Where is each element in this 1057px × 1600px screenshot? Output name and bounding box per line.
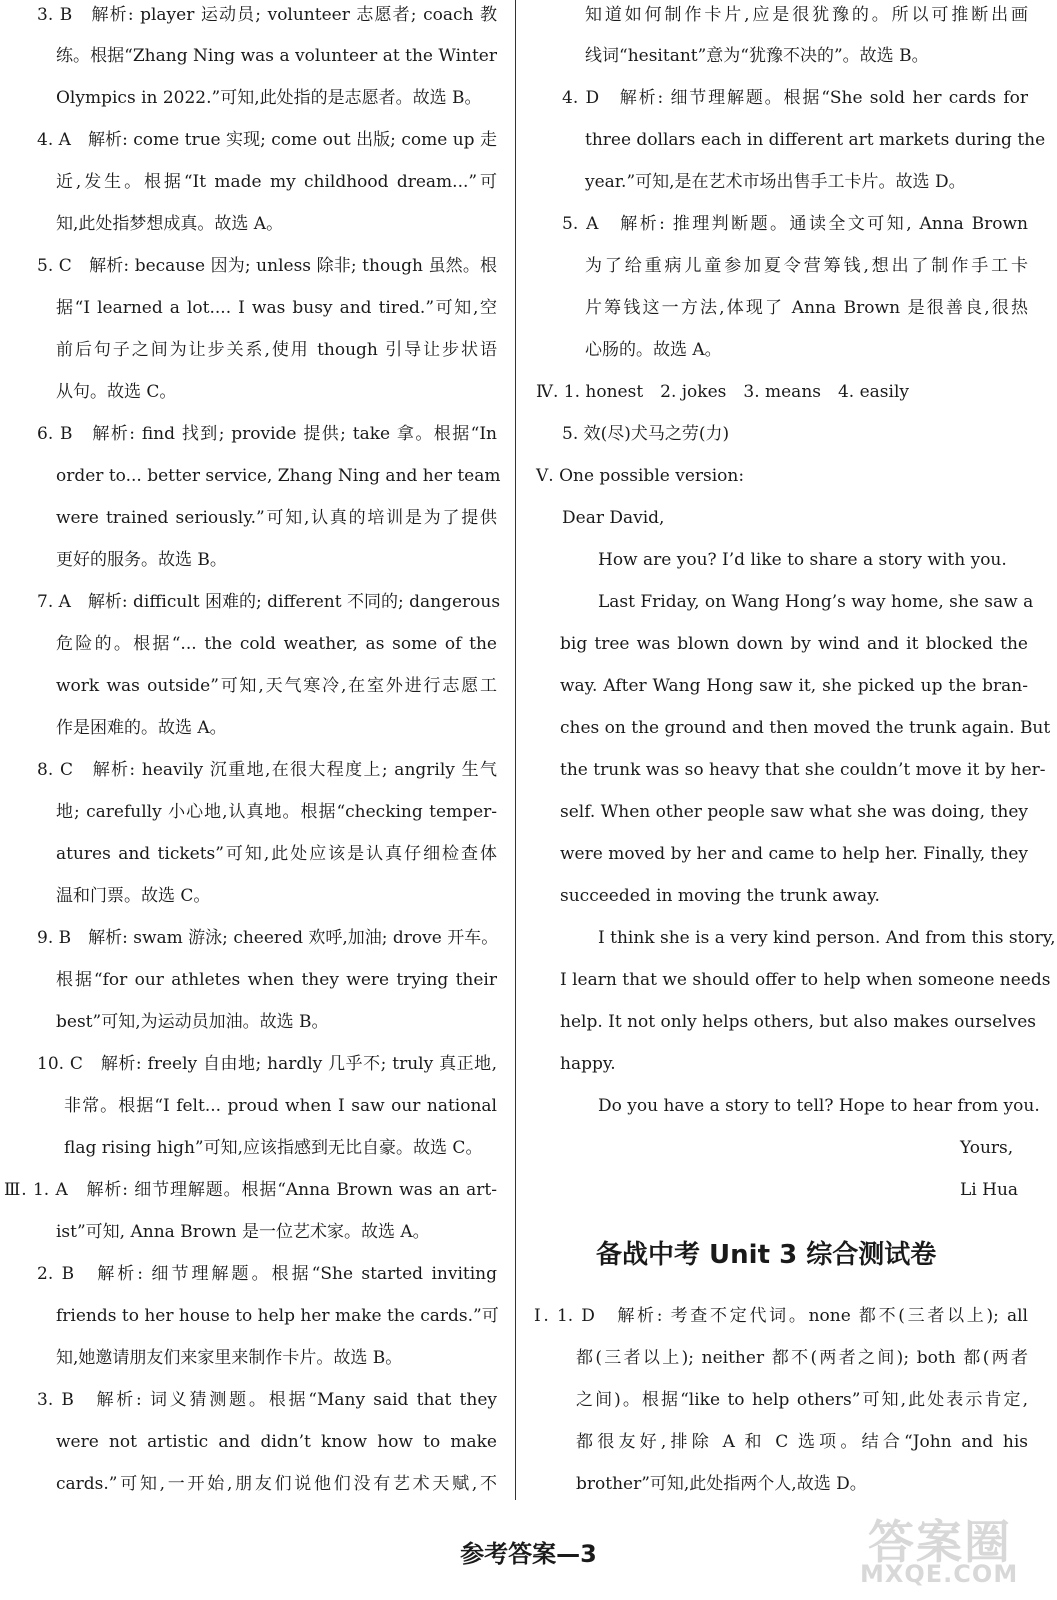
letter-signature: Li Hua [960,1180,1019,1200]
text-line: 温和门票。故选 C。 [56,886,211,906]
text-line: year.”可知,是在艺术市场出售手工卡片。故选 D。 [585,172,966,192]
text-line: 线词“hesitant”意为“犹豫不决的”。故选 B。 [585,46,929,66]
text-line: 之间)。根据“like to help others”可知,此处表示肯定, [576,1390,1028,1410]
text-line: were not artistic and didn’t know how to make [56,1432,497,1452]
watermark-url: MXQE.COM [860,1560,1019,1588]
answer-5-line: 5. C 解析: because 因为; unless 除非; though 虽然。根 [37,256,497,276]
text-line: Do you have a story to tell? Hope to hear from you. [598,1096,1040,1116]
answer-3b-line: 3. B 解析: 词义猜测题。根据“Many said that they [37,1390,497,1410]
text-line: order to... better service, Zhang Ning and her team [56,466,501,486]
text-line: 知,她邀请朋友们来家里来制作卡片。故选 B。 [56,1348,403,1368]
answer-4d-line: 4. D 解析: 细节理解题。根据“She sold her cards for [562,88,1028,108]
answer-9-line: 9. B 解析: swam 游泳; cheered 欢呼,加油; drove 开车。 [37,928,499,948]
text-line: succeeded in moving the trunk away. [560,886,880,906]
answer-6-line: 6. B 解析: find 找到; provide 提供; take 拿。根据“In [37,424,497,444]
text-line: 更好的服务。故选 B。 [56,550,227,570]
text-line: 片筹钱这一方法,体现了 Anna Brown 是很善良,很热 [585,298,1028,318]
text-line: 根据“for our athletes when they were trying their [56,970,497,990]
text-line: I learn that we should offer to help when someone needs [560,970,1051,990]
page-footer: 参考答案—3 [460,1540,597,1568]
text-line: flag rising high”可知,应该指感到无比自豪。故选 C。 [64,1138,483,1158]
answer-3-line: 3. B 解析: player 运动员; volunteer 志愿者; coach 教 [37,5,497,25]
answer-10-line: 10. C 解析: freely 自由地; hardly 几乎不; truly 真正地, [37,1054,497,1074]
answer-5a-line: 5. A 解析: 推理判断题。通读全文可知, Anna Brown [562,214,1028,234]
text-line: 非常。根据“I felt... proud when I saw our national [64,1096,497,1116]
text-line: Last Friday, on Wang Hong’s way home, she saw a [598,592,1034,612]
text-line: 前后句子之间为让步关系,使用 though 引导让步状语 [56,340,497,360]
section-4-answers: Ⅳ. 1. honest 2. jokes 3. means 4. easily [536,382,910,402]
text-line: 5. 效(尽)犬马之劳(力) [562,424,730,444]
text-line: best”可知,为运动员加油。故选 B。 [56,1012,329,1032]
text-line: 据“I learned a lot.... I was busy and tired.”可知,空 [56,298,497,318]
text-line: 危险的。根据“... the cold weather, as some of the [56,634,497,654]
text-line: happy. [560,1054,616,1074]
text-line: 作是困难的。故选 A。 [56,718,227,738]
text-line: 知道如何制作卡片,应是很犹豫的。所以可推断出画 [585,5,1028,25]
text-line: ist”可知, Anna Brown 是一位艺术家。故选 A。 [56,1222,430,1242]
text-line: 近,发生。根据“It made my childhood dream...”可 [56,172,497,192]
text-line: way. After Wang Hong saw it, she picked up the bran- [560,676,1028,696]
text-line: atures and tickets”可知,此处应该是认真仔细检查体 [56,844,497,864]
text-line: I think she is a very kind person. And from this story, [598,928,1056,948]
text-line: the trunk was so heavy that she couldn’t move it by her- [560,760,1046,780]
text-line: three dollars each in different art markets during the [585,130,1046,150]
text-line: 都很友好,排除 A 和 C 选项。结合“John and his [576,1432,1028,1452]
answer-7-line: 7. A 解析: difficult 困难的; different 不同的; dangerous [37,592,501,612]
text-line: were trained seriously.”可知,认真的培训是为了提供 [56,508,497,528]
text-line: were moved by her and came to help her. Finally, they [560,844,1028,864]
section-3-answer-1-line: Ⅲ. 1. A 解析: 细节理解题。根据“Anna Brown was an art- [4,1180,497,1200]
text-line: 练。根据“Zhang Ning was a volunteer at the Winter [56,46,497,66]
answer-2-line: 2. B 解析: 细节理解题。根据“She started inviting [37,1264,497,1284]
text-line: big tree was blown down by wind and it blocked the [560,634,1028,654]
answer-8-line: 8. C 解析: heavily 沉重地,在很大程度上; angrily 生气 [37,760,497,780]
text-line: help. It not only helps others, but also makes ourselves [560,1012,1036,1032]
text-line: brother”可知,此处指两个人,故选 D。 [576,1474,867,1494]
section-5-heading: Ⅴ. One possible version: [536,466,745,486]
watermark-text: 答案圈 [868,1515,1012,1569]
text-line: 地; carefully 小心地,认真地。根据“checking temper- [56,802,497,822]
letter-greeting: Dear David, [562,508,665,528]
column-divider [515,0,516,1500]
text-line: work was outside”可知,天气寒冷,在室外进行志愿工 [56,676,497,696]
text-line: cards.”可知,一开始,朋友们说他们没有艺术天赋,不 [56,1474,497,1494]
text-line: Olympics in 2022.”可知,此处指的是志愿者。故选 B。 [56,88,482,108]
text-line: self. When other people saw what she was doing, they [560,802,1028,822]
section-heading: 备战中考 Unit 3 综合测试卷 [596,1240,937,1270]
text-line: 为了给重病儿童参加夏令营筹钱,想出了制作手工卡 [585,256,1028,276]
text-line: 从句。故选 C。 [56,382,177,402]
text-line: How are you? I’d like to share a story with you. [598,550,1007,570]
letter-closing: Yours, [960,1138,1014,1158]
text-line: ches on the ground and then moved the trunk again. But [560,718,1051,738]
answer-4-line: 4. A 解析: come true 实现; come out 出版; come up 走 [37,130,497,150]
watermark-logo [852,1506,1048,1590]
text-line: 心肠的。故选 A。 [585,340,722,360]
text-line: friends to her house to help her make the cards.”可 [56,1306,499,1326]
text-line: 知,此处指梦想成真。故选 A。 [56,214,284,234]
test-answer-1-line: Ⅰ. 1. D 解析: 考查不定代词。none 都不(三者以上); all [534,1306,1028,1326]
text-line: 都(三者以上); neither 都不(两者之间); both 都(两者 [576,1348,1028,1368]
